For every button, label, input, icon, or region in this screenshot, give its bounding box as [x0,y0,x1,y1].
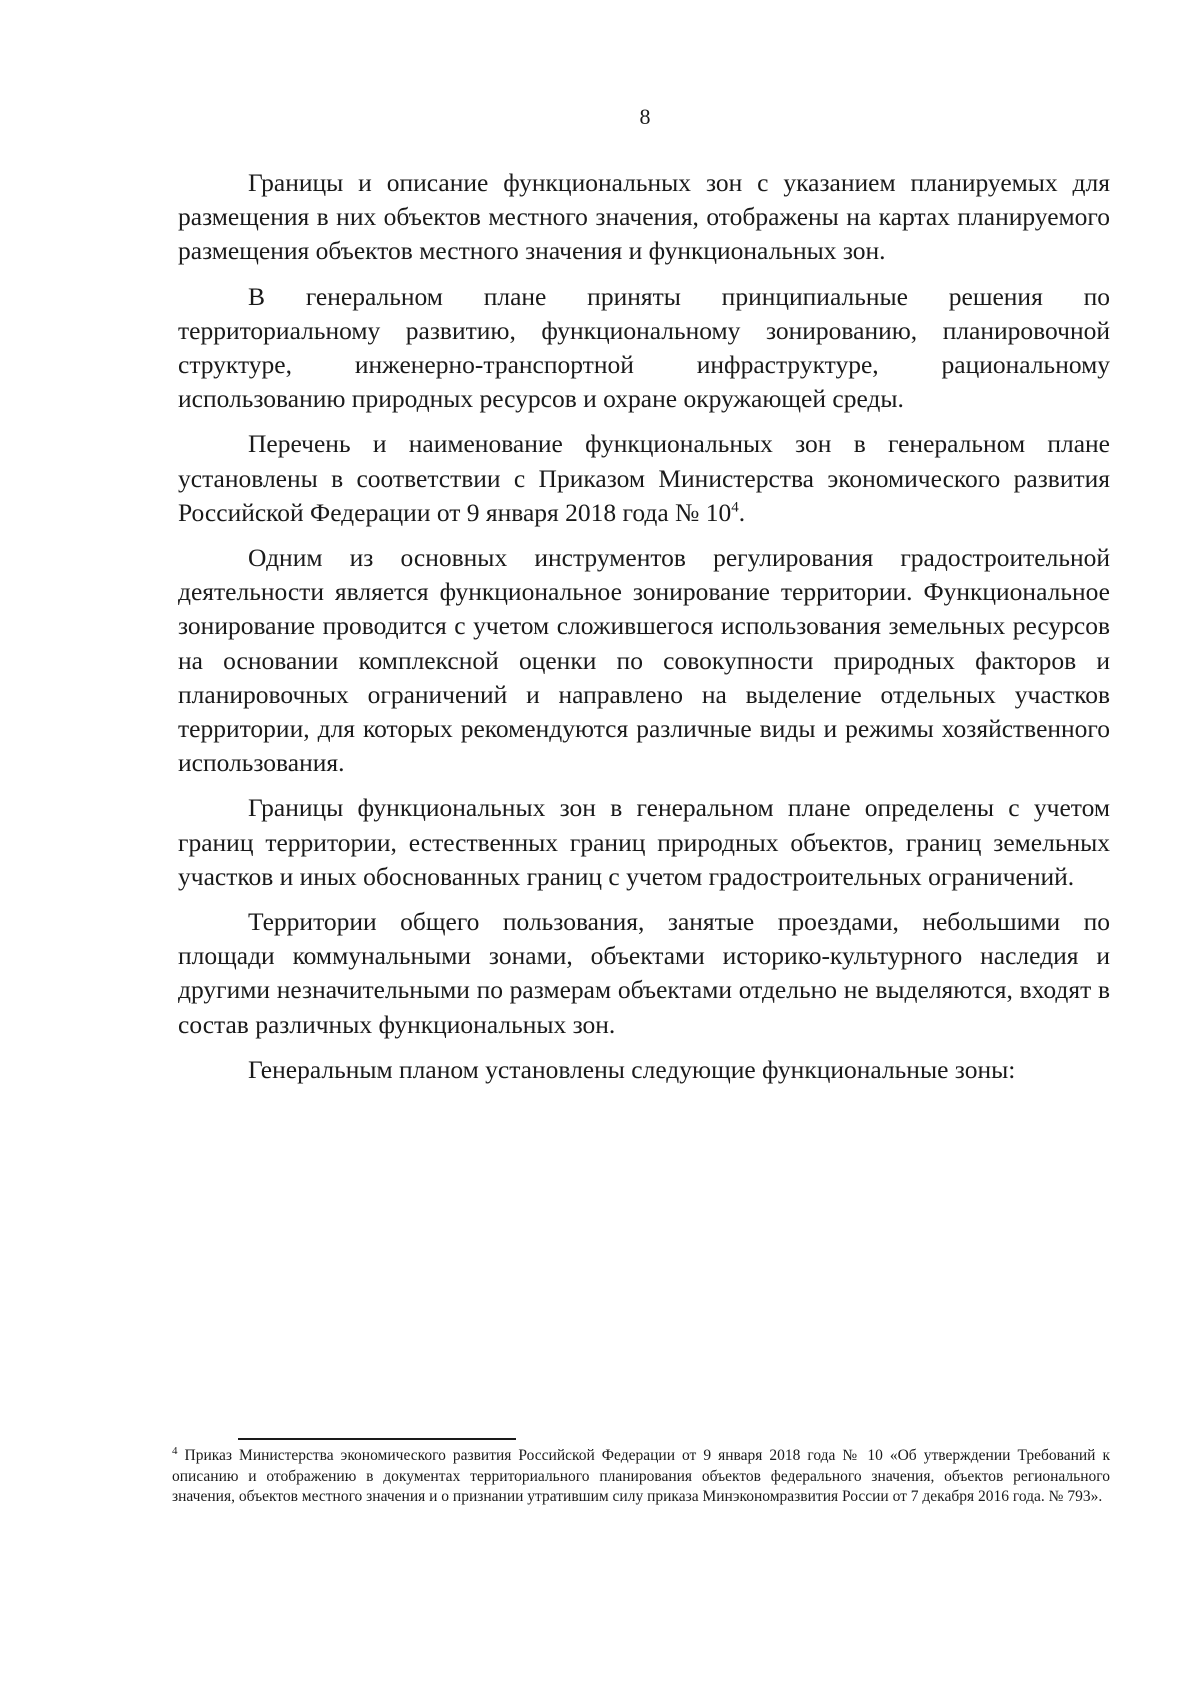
paragraph-end-punct: . [738,497,746,527]
paragraph-zones-list-text: Перечень и наименование функциональных зон в генеральном плане установлены в соответствии с Приказом Министерства экономического развития Российской Федерации от 9 января 2018 года № 10 [178,429,1110,527]
footnote-marker: 4 [172,1444,178,1457]
paragraph-zone-borders: Границы функциональных зон в генеральном плане определены с учетом границ территории, естественных границ природных объектов, границ земельных участков и иных обоснованных границ с учетом градостроительных ограничений. [178,793,1110,891]
paragraph-zones-list [178,427,1110,530]
paragraph-public-territories: Территории общего пользования, занятые проездами, небольшими по площади коммунальными зонами, объектами историко-культурного наследия и другими незначительными по размерам объектами отдельно не выделяются, входят в состав различных функциональных зон. [178,907,1110,1039]
paragraph-zones-boundaries: Границы и описание функциональных зон с указанием планируемых для размещения в них объектов местного значения, отображены на картах планируемого размещения объектов местного значения и функциональных зон. [178,168,1110,266]
footnote-text: Приказ Министерства экономического развития Российской Федерации от 9 января 2018 года № 10 «Об утверждении Требований к описанию и отображению в документах территориального планирования объектов федерального значения, объектов регионального значения, объектов местного значения и о признании утратившим силу приказа Минэкономразвития России от 7 декабря 2016 года. № 793». [172,1447,1111,1505]
footnote-separator [238,1438,516,1440]
footnote-reference: 4 [731,499,739,516]
footnote [172,1446,1110,1508]
body-text [178,166,1110,1098]
page-number: 8 [639,104,651,129]
paragraph-established-zones: Генеральным планом установлены следующие функциональные зоны: [248,1054,1016,1084]
paragraph-zoning-instrument: Одним из основных инструментов регулирования градостроительной деятельности является функциональное зонирование территории. Функциональное зонирование проводится с учетом сложившегося использования земельных ресурсов на основании комплексной оценки по совокупности природных факторов и планировочных ограничений и направлено на выделение отдельных участков территории, для которых рекомендуются различные виды и режимы хозяйственного использования. [178,543,1110,778]
paragraph-principal-decisions: В генеральном плане приняты принципиальные решения по территориальному развитию, функциональному зонированию, планировочной структуре, инженерно-транспортной инфраструктуре, рациональному использованию природных ресурсов и охране окружающей среды. [178,281,1110,414]
